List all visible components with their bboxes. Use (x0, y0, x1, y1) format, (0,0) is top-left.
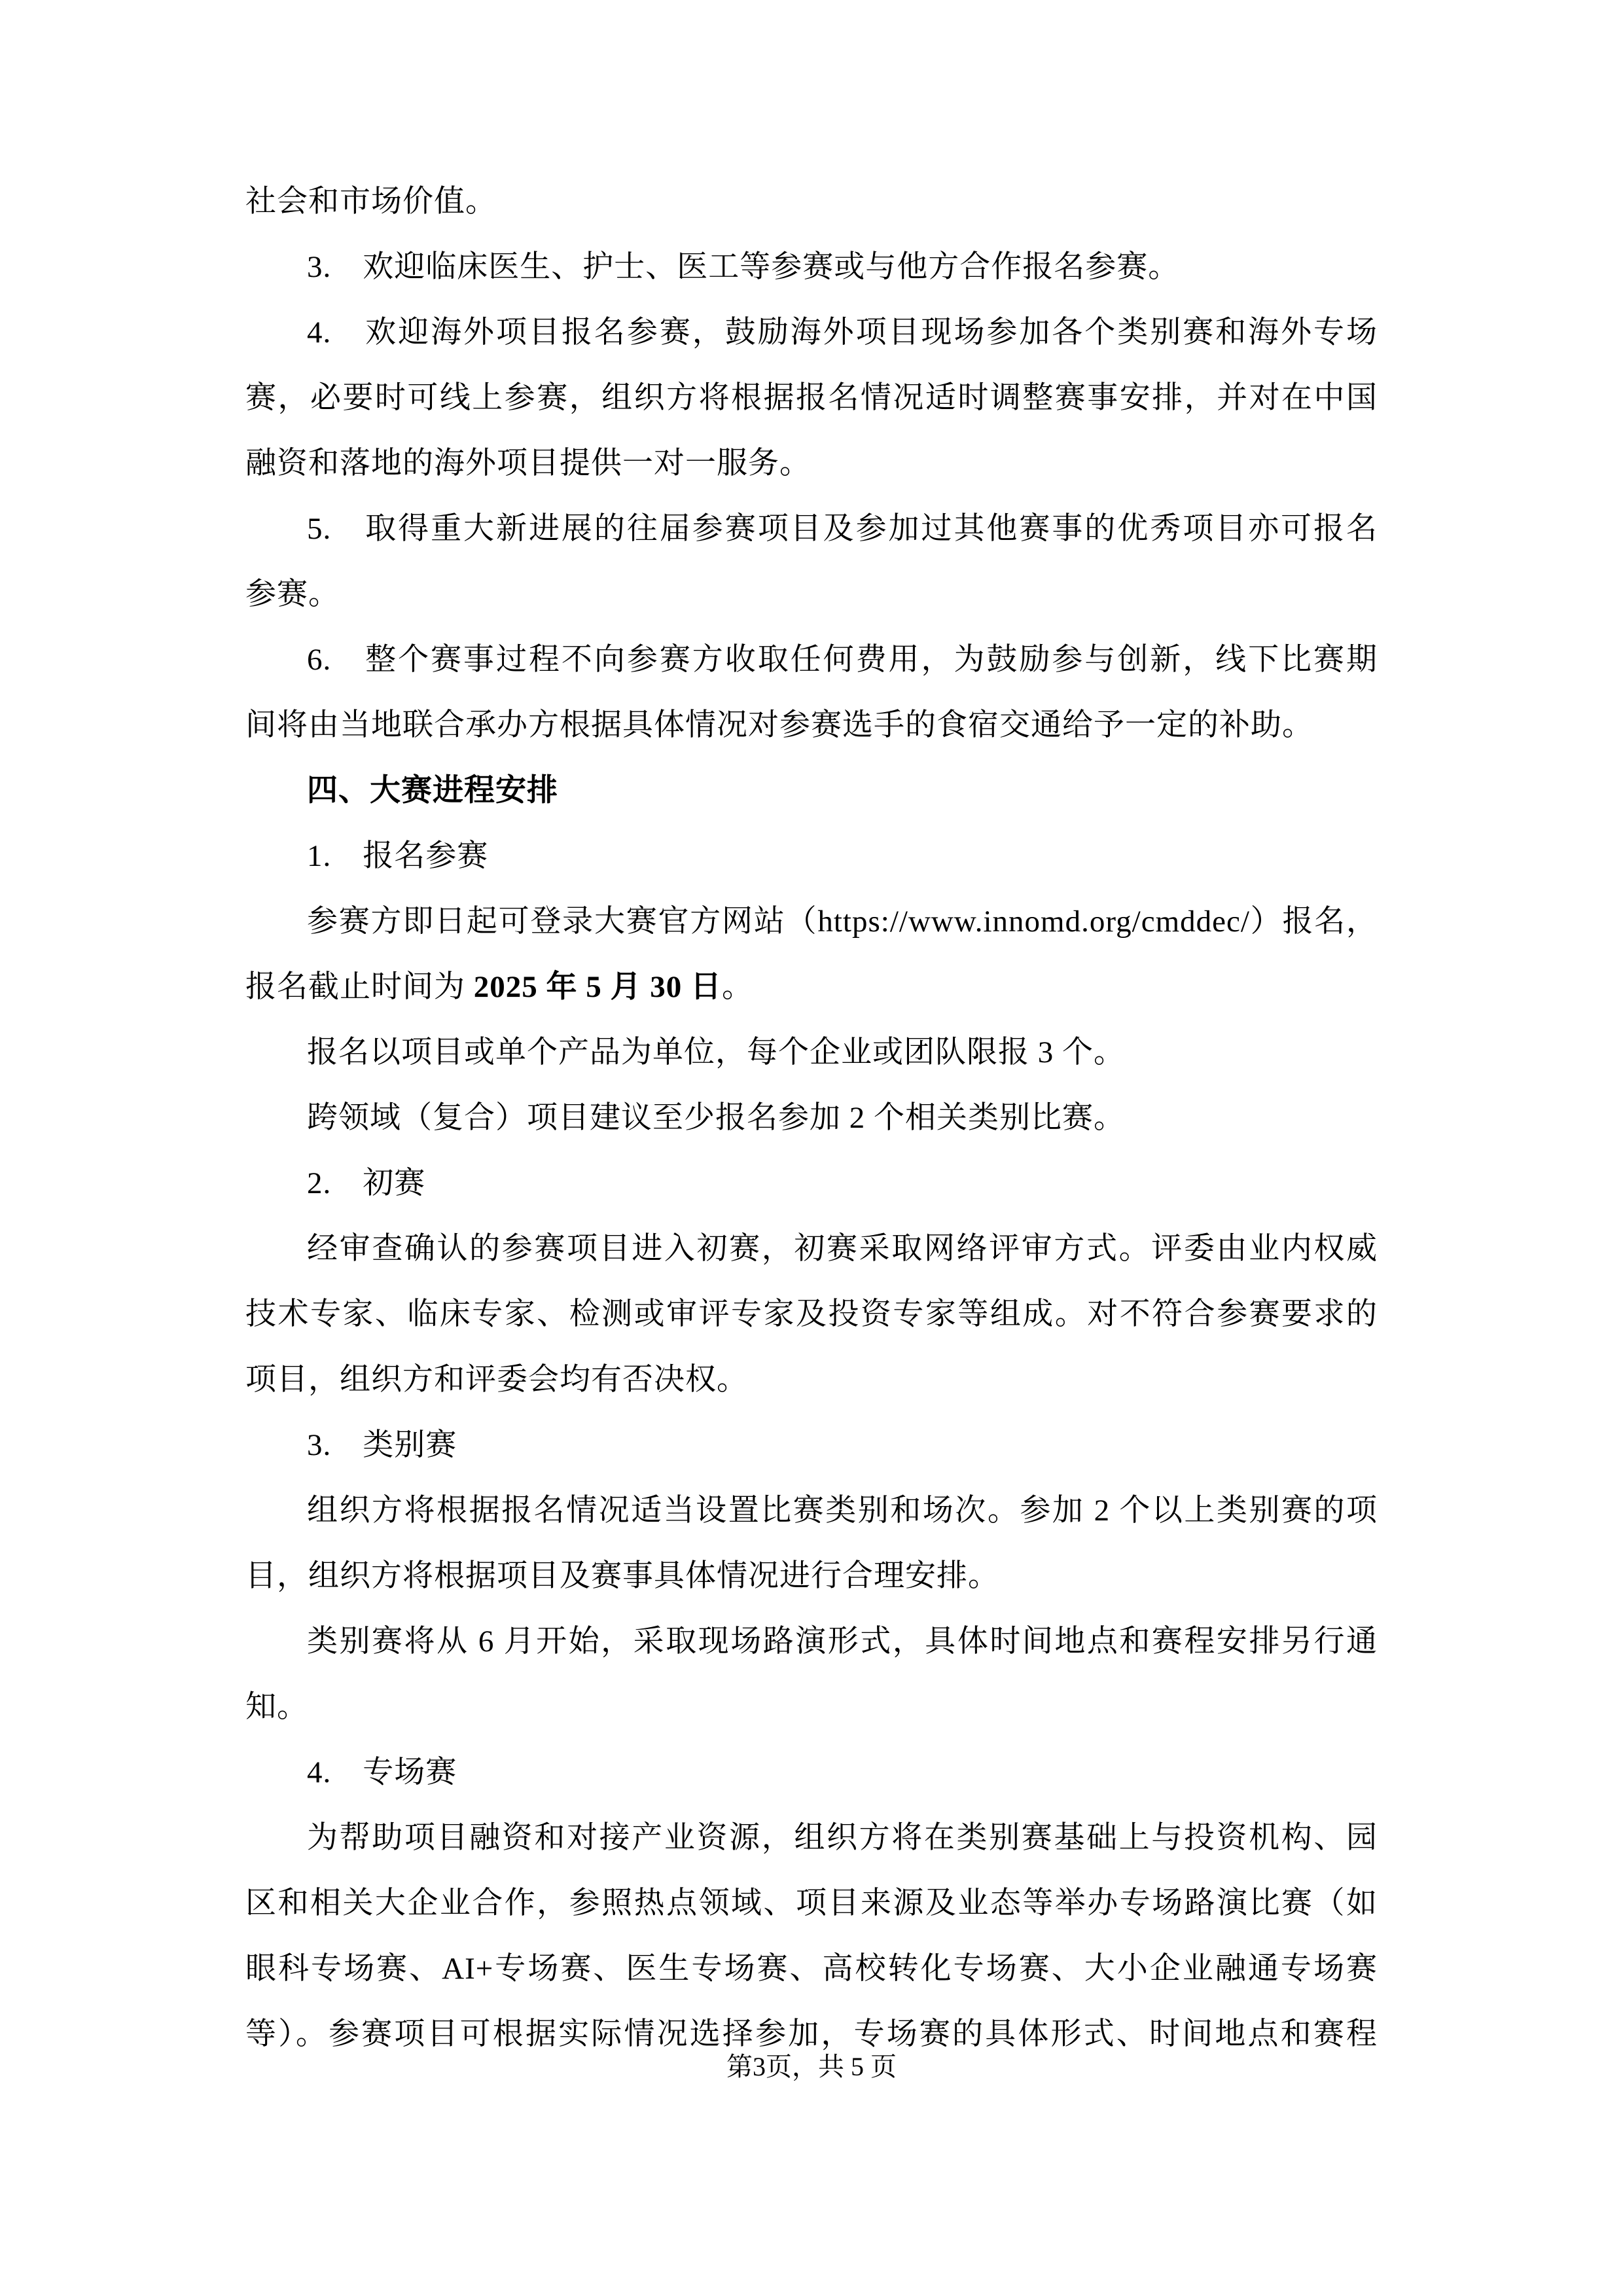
text-run: 报名截止时间为 (245, 970, 474, 1004)
page-footer: 第3页，共 5 页 (726, 2052, 897, 2081)
text-line: 2. 初赛 (307, 1166, 426, 1200)
text-line: 眼科专场赛、AI+专场赛、医生专场赛、高校转化专场赛、大小企业融通专场赛 (245, 1952, 1378, 1986)
text-line: 知。 (245, 1690, 308, 1724)
text-line: 参赛。 (245, 577, 340, 611)
text-line: 4. 欢迎海外项目报名参赛，鼓励海外项目现场参加各个类别赛和海外专场 (307, 315, 1378, 350)
text-line: 赛，必要时可线上参赛，组织方将根据报名情况适时调整赛事安排，并对在中国 (245, 381, 1378, 415)
text-line: 区和相关大企业合作，参照热点领域、项目来源及业态等举办专场路演比赛（如 (245, 1886, 1378, 1920)
text-run: 。 (722, 970, 753, 1004)
text-line: 为帮助项目融资和对接产业资源，组织方将在类别赛基础上与投资机构、园 (307, 1821, 1378, 1855)
text-line (245, 954, 1378, 1020)
bold-text-run: 2025 年 5 月 30 日 (473, 970, 722, 1004)
text-line: 技术专家、临床专家、检测或审评专家及投资专家等组成。对不符合参赛要求的 (245, 1297, 1378, 1331)
text-line: 3. 类别赛 (307, 1428, 457, 1462)
text-line: 5. 取得重大新进展的往届参赛项目及参加过其他赛事的优秀项目亦可报名 (307, 512, 1378, 546)
text-line: 间将由当地联合承办方根据具体情况对参赛选手的食宿交通给予一定的补助。 (245, 708, 1313, 742)
section-heading: 四、大赛进程安排 (307, 774, 558, 808)
text-line: 等）。参赛项目可根据实际情况选择参加，专场赛的具体形式、时间地点和赛程 (245, 2017, 1378, 2051)
text-line: 报名以项目或单个产品为单位，每个企业或团队限报 3 个。 (307, 1035, 1125, 1069)
text-line: 3. 欢迎临床医生、护士、医工等参赛或与他方合作报名参赛。 (307, 250, 1180, 284)
document-body (245, 169, 1378, 2067)
text-line: 组织方将根据报名情况适当设置比赛类别和场次。参加 2 个以上类别赛的项 (307, 1494, 1378, 1528)
text-line: 目，组织方将根据项目及赛事具体情况进行合理安排。 (245, 1559, 999, 1593)
text-line: 社会和市场价值。 (245, 185, 497, 219)
text-line: 项目，组织方和评委会均有否决权。 (245, 1363, 748, 1397)
text-line: 4. 专场赛 (307, 1755, 457, 1789)
text-line: 经审查确认的参赛项目进入初赛，初赛采取网络评审方式。评委由业内权威 (307, 1232, 1378, 1266)
text-line: 跨领域（复合）项目建议至少报名参加 2 个相关类别比赛。 (307, 1101, 1125, 1135)
text-line: 参赛方即日起可登录大赛官方网站（https://www.innomd.org/cmddec/）报名， (307, 905, 1378, 939)
text-line: 类别赛将从 6 月开始，采取现场路演形式，具体时间地点和赛程安排另行通 (307, 1624, 1378, 1659)
text-line: 1. 报名参赛 (307, 839, 489, 873)
text-line: 融资和落地的海外项目提供一对一服务。 (245, 446, 811, 480)
text-line: 6. 整个赛事过程不向参赛方收取任何费用，为鼓励参与创新，线下比赛期 (307, 643, 1378, 677)
